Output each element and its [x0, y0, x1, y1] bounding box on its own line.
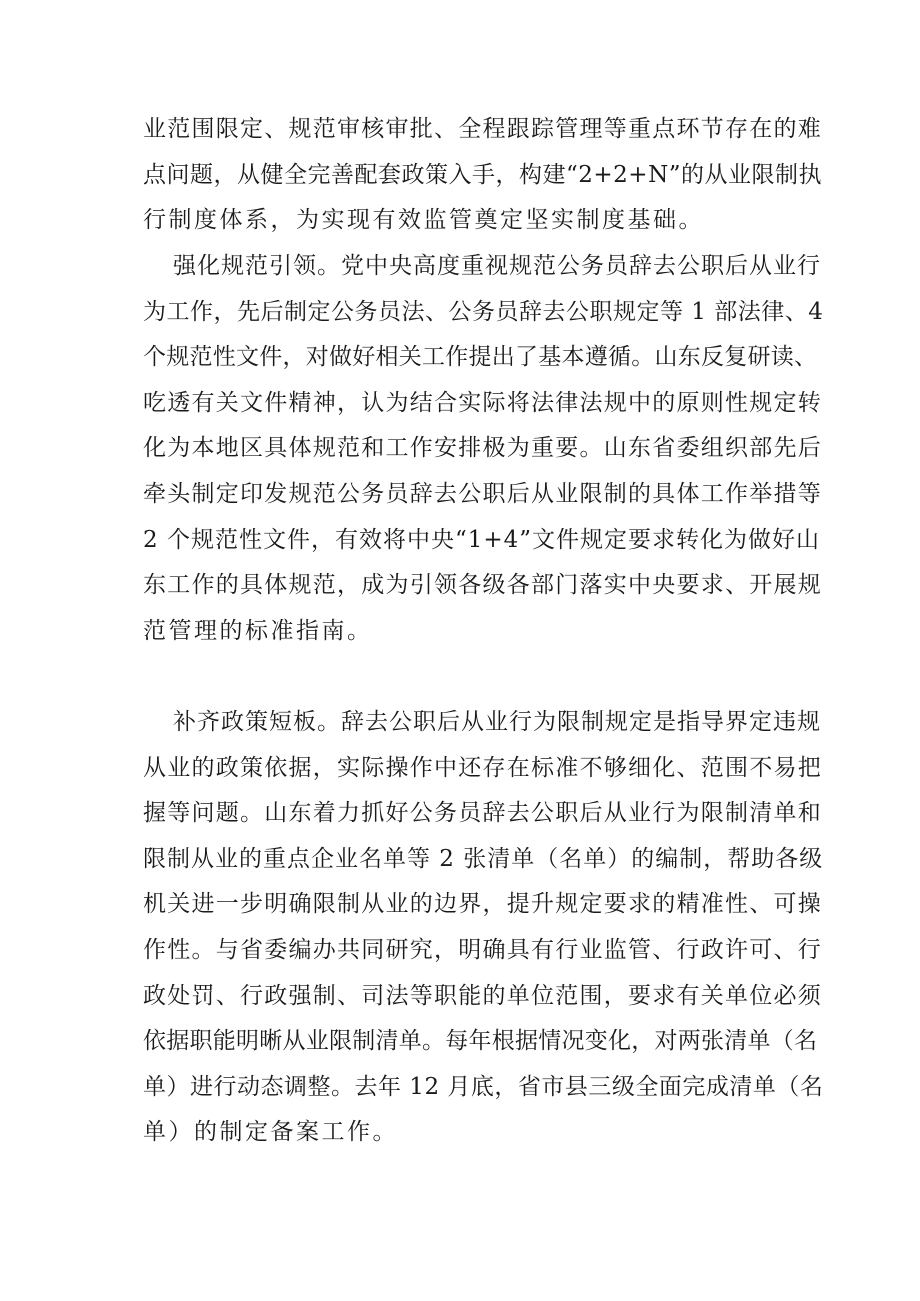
text-line: 吃透有关文件精神，认为结合实际将法律法规中的原则性规定转 — [143, 389, 822, 416]
text-line: 依据职能明晰从业限制清单。每年根据情况变化，对两张清单（名 — [143, 1028, 818, 1055]
text-line: 从业的政策依据，实际操作中还存在标准不够细化、范围不易把 — [143, 754, 822, 781]
text-line: 机关进一步明确限制从业的边界，提升规定要求的精准性、可操 — [143, 891, 822, 918]
paragraph-strengthen-guidance — [143, 244, 823, 654]
text-line: 限制从业的重点企业名单等 2 张清单（名单）的编制，帮助各级 — [143, 845, 824, 872]
text-line: 作性。与省委编办共同研究，明确具有行业监管、行政许可、行 — [143, 936, 822, 963]
text-line: 业范围限定、规范审核审批、全程跟踪管理等重点环节存在的难 — [143, 116, 822, 142]
text-line: 个规范性文件，对做好相关工作提出了基本遵循。山东反复研读、 — [143, 344, 818, 371]
text-line: 牵头制定印发规范公务员辞去公职后从业限制的具体工作举措等 — [143, 480, 822, 507]
text-line: 政处罚、行政强制、司法等职能的单位范围，要求有关单位必须 — [143, 982, 822, 1009]
text-line: 化为本地区具体规范和工作安排极为重要。山东省委组织部先后 — [143, 435, 822, 462]
text-line: 为工作，先后制定公务员法、公务员辞去公职规定等 1 部法律、4 — [143, 298, 824, 325]
paragraph-continuation — [143, 107, 823, 244]
text-line: 东工作的具体规范，成为引领各级各部门落实中央要求、开展规 — [143, 572, 822, 599]
text-line: 行制度体系，为实现有效监管奠定坚实制度基础。 — [143, 207, 704, 234]
text-line: 补齐政策短板。辞去公职后从业行为限制规定是指导界定违规 — [173, 709, 821, 735]
text-line: 范管理的标准指南。 — [143, 617, 373, 644]
text-line: 强化规范引领。党中央高度重视规范公务员辞去公职后从业行 — [173, 253, 821, 279]
text-line: 2 个规范性文件，有效将中央“1+4”文件规定要求转化为做好山 — [143, 526, 820, 553]
text-line: 单）的制定备案工作。 — [143, 1119, 398, 1146]
text-line: 点问题，从健全完善配套政策入手，构建“2+2+N”的从业限制执 — [143, 161, 822, 188]
text-line: 单）进行动态调整。去年 12 月底，省市县三级全面完成清单（名 — [143, 1073, 824, 1100]
text-line: 握等问题。山东着力抓好公务员辞去公职后从业行为限制清单和 — [143, 800, 822, 827]
paragraph-fill-policy-gaps — [143, 700, 823, 1156]
